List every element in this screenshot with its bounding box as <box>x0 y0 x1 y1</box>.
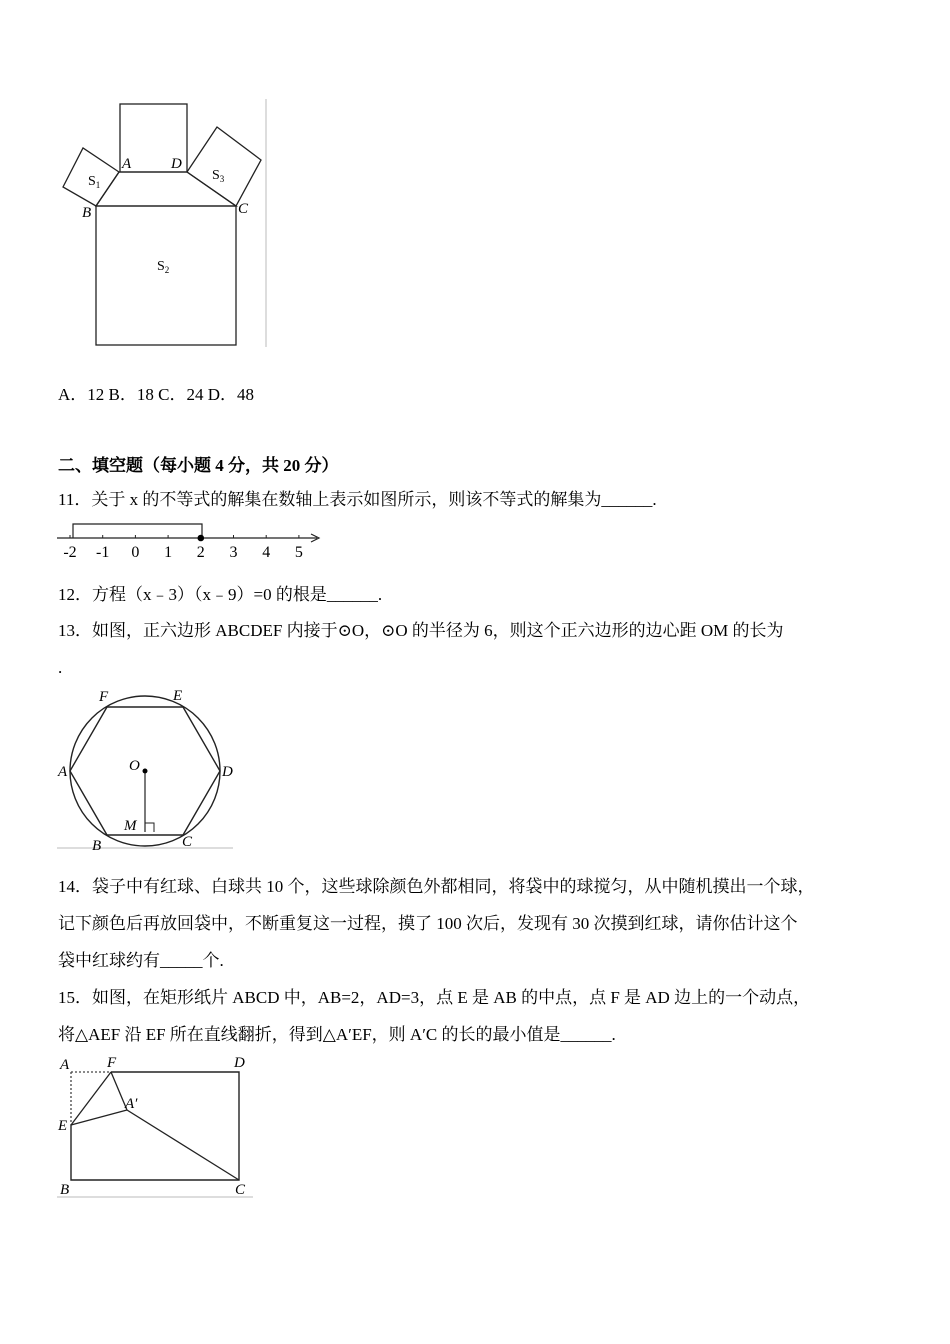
section2-title: 二、填空题（每小题 4 分，共 20 分） <box>58 456 339 475</box>
closed-point <box>198 535 205 542</box>
q10-options: A．12 B．18 C．24 D．48 <box>58 385 254 404</box>
q14-line2: 记下颜色后再放回袋中，不断重复这一过程，摸了 100 次后，发现有 30 次摸到红球，请你估计这个 <box>58 914 798 933</box>
label-c: C <box>235 1182 246 1198</box>
solution-bracket <box>73 524 202 538</box>
label-s2: $S_2$ <box>157 259 170 275</box>
square-s3 <box>187 127 261 206</box>
segment-ea-prime <box>71 1110 127 1125</box>
q14-line1: 14．袋子中有红球、白球共 10 个，这些球除颜色外都相同，将袋中的球搅匀，从中随机摸出一个球， <box>58 877 815 896</box>
number-line <box>55 518 330 563</box>
tick-label: -2 <box>63 544 77 561</box>
q13-line1: 13．如图，正六边形 ABCDEF 内接于⊙O，⊙O 的半径为 6，则这个正六边形的边心距 OM 的长为 <box>58 621 784 640</box>
q11-text: 11．关于 x 的不等式的解集在数轴上表示如图所示，则该不等式的解集为______. <box>58 490 657 509</box>
squares-figure <box>55 95 275 355</box>
tick-label: 3 <box>229 544 238 561</box>
label-m: M <box>124 818 137 834</box>
segment-ef <box>71 1072 111 1125</box>
rectangle-figure <box>55 1050 260 1202</box>
label-b: B <box>82 205 92 221</box>
label-a: A <box>122 156 132 172</box>
label-c: C <box>238 201 249 217</box>
center-point <box>143 769 148 774</box>
tick-label: 1 <box>164 544 173 561</box>
label-d: D <box>222 764 233 780</box>
square-s2 <box>96 206 236 345</box>
q14-line3: 袋中红球约有_____个. <box>58 951 224 970</box>
label-o: O <box>129 758 140 774</box>
label-c: C <box>182 834 193 850</box>
right-angle-mark <box>145 823 154 832</box>
hexagon-figure <box>55 682 240 854</box>
label-a-prime: A′ <box>125 1096 138 1112</box>
tick-label: 0 <box>131 544 140 561</box>
label-s3: $S_3$ <box>212 168 225 184</box>
tick-label: 2 <box>196 544 205 561</box>
tick-label: 5 <box>294 544 303 561</box>
label-f: F <box>99 689 109 705</box>
segment-a-prime-c <box>127 1110 239 1180</box>
label-b: B <box>60 1182 70 1198</box>
label-e: E <box>173 688 183 704</box>
q13-line2: . <box>58 658 63 677</box>
q15-line1: 15．如图，在矩形纸片 ABCD 中，AB=2，AD=3，点 E 是 AB 的中点，点 F 是 AD 边上的一个动点， <box>58 988 811 1007</box>
label-d: D <box>171 156 182 172</box>
q15-line2: 将△AEF 沿 EF 所在直线翻折，得到△A′EF，则 A′C 的长的最小值是______. <box>58 1025 616 1044</box>
label-f: F <box>107 1055 117 1071</box>
label-e: E <box>58 1118 68 1134</box>
label-a: A <box>60 1057 70 1073</box>
tick-label: -1 <box>96 544 110 561</box>
label-a: A <box>58 764 68 780</box>
label-s1: $S_1$ <box>88 174 101 190</box>
label-d: D <box>234 1055 245 1071</box>
label-b: B <box>92 838 102 854</box>
tick-label: 4 <box>262 544 271 561</box>
q12-text: 12．方程（x﹣3）（x﹣9）=0 的根是______. <box>58 585 383 604</box>
